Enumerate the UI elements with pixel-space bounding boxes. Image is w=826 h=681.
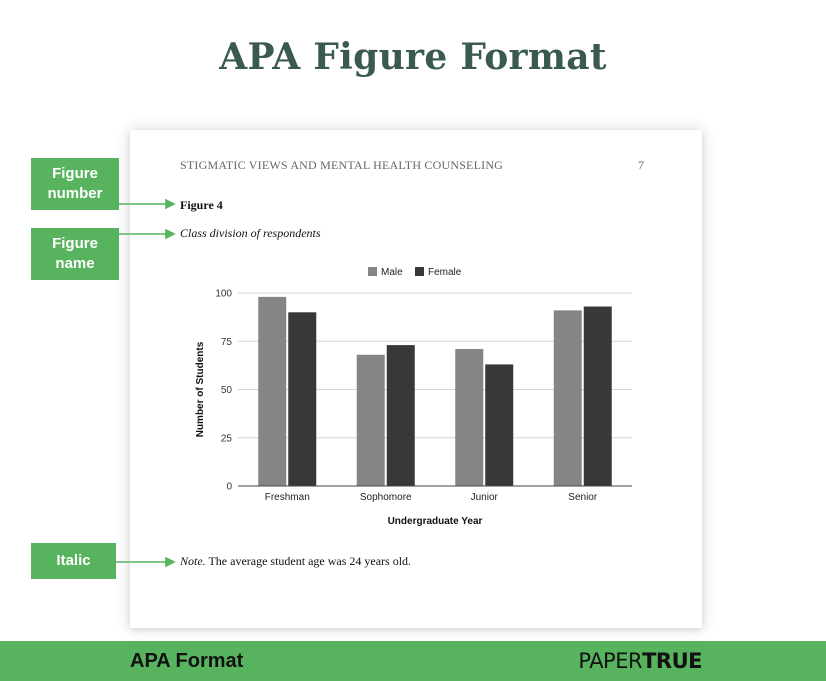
footer-label: APA Format — [130, 650, 244, 672]
bar-chart — [130, 130, 702, 540]
x-tick-label: Sophomore — [359, 492, 412, 503]
note-label: Note. — [180, 554, 206, 568]
brand-part-true: TRUE — [642, 649, 702, 673]
callout-italic: Italic — [31, 543, 116, 579]
callout-figure-number: Figure number — [31, 158, 119, 210]
legend-swatch-female — [415, 267, 424, 276]
y-tick-label: 75 — [220, 336, 232, 348]
bar-female-senior — [584, 307, 612, 486]
x-tick-label: Junior — [470, 492, 498, 503]
bar-male-junior — [455, 349, 483, 486]
bar-female-sophomore — [387, 345, 415, 486]
bar-male-sophomore — [357, 355, 385, 486]
footer-bar — [0, 641, 826, 681]
x-tick-label: Freshman — [264, 492, 310, 503]
y-tick-label: 0 — [226, 481, 232, 493]
y-axis-title: Number of Students — [195, 341, 206, 438]
page-number: 7 — [638, 158, 644, 172]
brand-part-paper: PAPER — [578, 649, 643, 673]
page-title: APA Figure Format — [219, 36, 607, 78]
figure-name: Class division of respondents — [180, 226, 321, 240]
figure-number: Figure 4 — [180, 198, 223, 212]
y-tick-label: 25 — [220, 433, 232, 445]
note-text: The average student age was 24 years old. — [205, 554, 412, 568]
y-tick-label: 100 — [215, 288, 232, 300]
bar-male-freshman — [258, 297, 286, 486]
bar-male-senior — [554, 310, 582, 486]
chart-legend — [368, 267, 462, 278]
document-page — [130, 130, 702, 628]
x-tick-label: Senior — [568, 492, 598, 503]
legend-label-female: Female — [428, 267, 462, 278]
x-axis-title: Undergraduate Year — [387, 516, 483, 527]
running-head: STIGMATIC VIEWS AND MENTAL HEALTH COUNSELING — [180, 158, 504, 172]
legend-swatch-male — [368, 267, 377, 276]
figure-note — [180, 554, 411, 569]
legend-label-male: Male — [381, 267, 403, 278]
y-tick-label: 50 — [220, 385, 232, 396]
callout-figure-name: Figure name — [31, 228, 119, 280]
bar-female-junior — [485, 364, 513, 486]
bar-female-freshman — [288, 312, 316, 486]
brand-logo — [578, 649, 702, 673]
chart-bars — [258, 297, 612, 486]
